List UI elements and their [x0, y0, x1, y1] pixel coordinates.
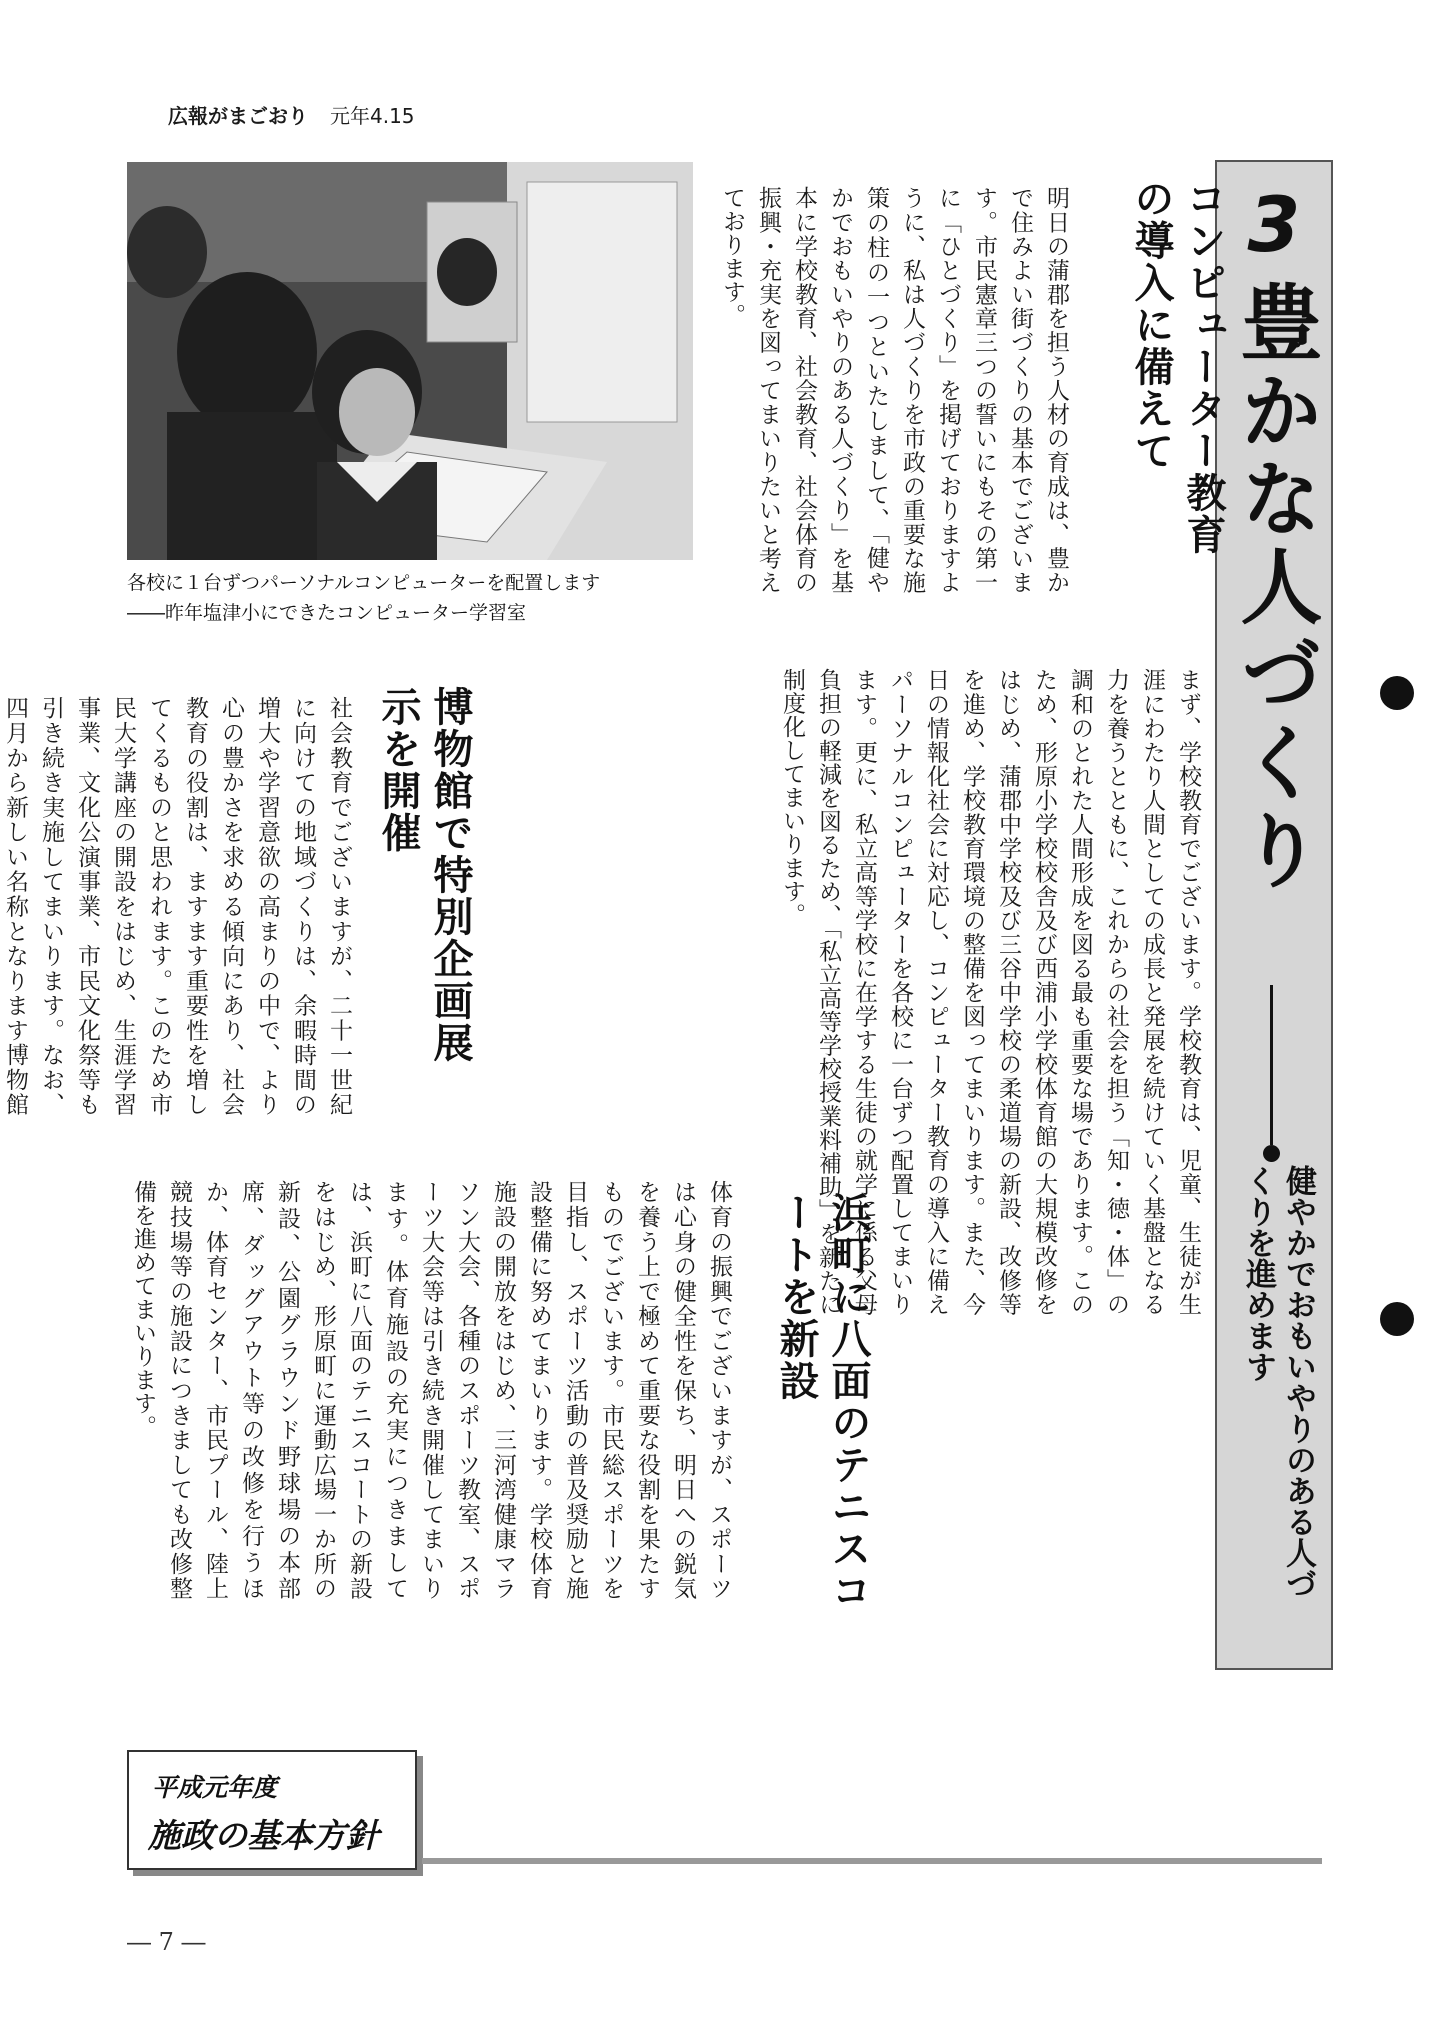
footer-rule [422, 1858, 1322, 1864]
punch-hole-icon [1380, 676, 1414, 710]
banner-dash-line [1270, 985, 1273, 1145]
banner-number: 3 [1247, 180, 1301, 269]
masthead-title: 広報がまごおり [168, 104, 308, 128]
banner-bullet-icon [1263, 1145, 1280, 1162]
banner-title: 豊かな人づくり [1227, 280, 1322, 896]
page-number: ― 7 ― [127, 1928, 206, 1956]
photo-caption-line2: ――昨年塩津小にできたコンピューター学習室 [127, 602, 527, 624]
footer-title: 施政の基本方針 [148, 1816, 379, 1855]
banner-subtitle: 健やかでおもいやりのある人づくりを進めます [1240, 1165, 1316, 1599]
heading-museum: 博物館で特別企画展示を開催 [375, 686, 473, 1064]
computer-classroom-illustration [127, 162, 693, 560]
photo-caption [127, 568, 707, 628]
heading-tennis: 浜町に八面のテニスコートを新設 [773, 1192, 871, 1612]
punch-hole-icon [1380, 1302, 1414, 1336]
body-tennis: 体育の振興でございますが、スポーツは心身の健全性を保ち、明日への鋭気を養う上で極めて重要な役割を果たすものでございます。市民総スポーツを目指し、スポーツ活動の普及奨励と施設整備に努めてまいります。学校体育施設の開放をはじめ、三河湾健康マラソン大会、各種のスポーツ教室、スポーツ大会等は引き続き開催してまいります。体育施設の充実につきましては、浜町に八面のテニスコートの新設をはじめ、形原町に運動広場一か所の新設、公園グラウンド野球場の本部席、ダッグアウト等の改修を行うほか、体育センター、市民プール、陸上競技場等の施設につきましても改修整備を進めてまいります。 [130, 1180, 732, 1600]
body-computer: 明日の蒲郡を担う人材の育成は、豊かで住みよい街づくりの基本でございます。市民憲章三つの誓いにもその第一に「ひとづくり」を掲げておりますように、私は人づくりを市政の重要な施策の柱の一つといたしまして、「健やかでおもいやりのある人づくり」を基本に学校教育、社会教育、社会体育の振興・充実を図ってまいりたいと考えております。 [719, 186, 1069, 594]
footer-year: 平成元年度 [152, 1773, 278, 1802]
body-school-left [512, 668, 882, 1122]
body-museum: 社会教育でございますが、二十一世紀に向けての地域づくりは、余暇時間の増大や学習意欲の高まりの中で、より心の豊かさを求める傾向にあり、社会教育の役割は、ますます重要性を増してくるものと思われます。このため市民大学講座の開設をはじめ、生涯学習事業、文化公演事業、市民文化祭等も引き続き実施してまいります。なお、四月から新しい名称となります博物館 [2, 696, 352, 1116]
masthead [168, 100, 415, 129]
body-school-right: まず、学校教育でございます。学校教育は、児童、生徒が生涯にわたり人間としての成長と発展を続けていく基盤となる力を養うとともに、これからの社会を担う「知・徳・体」の調和のとれた人間形成を図る最も重要な場であります。このため、形原小学校校舎及び西浦小学校体育館の大規模改修をはじめ、蒲郡中学校及び三谷中学校の柔道場の新設、改修等を進め、学校教育環境の整備を図ってまいります。また、今日の情報化社会に対応し、コンピューター教育の導入に備えパーソナルコンピューターを各校に一台ずつ配置してまいります。更に、私立高等学校に在学する生徒の就学に係る父母負担の軽減を図るため、「私立高等学校授業料補助」を新たに制度化してまいります。 [779, 668, 1201, 1316]
heading-computer: コンピューター教育の導入に備えて [1128, 178, 1226, 556]
masthead-date: 元年4.15 [330, 104, 415, 128]
classroom-photo [127, 162, 693, 560]
photo-caption-line1: 各校に１台ずつパーソナルコンピューターを配置します [127, 572, 601, 594]
